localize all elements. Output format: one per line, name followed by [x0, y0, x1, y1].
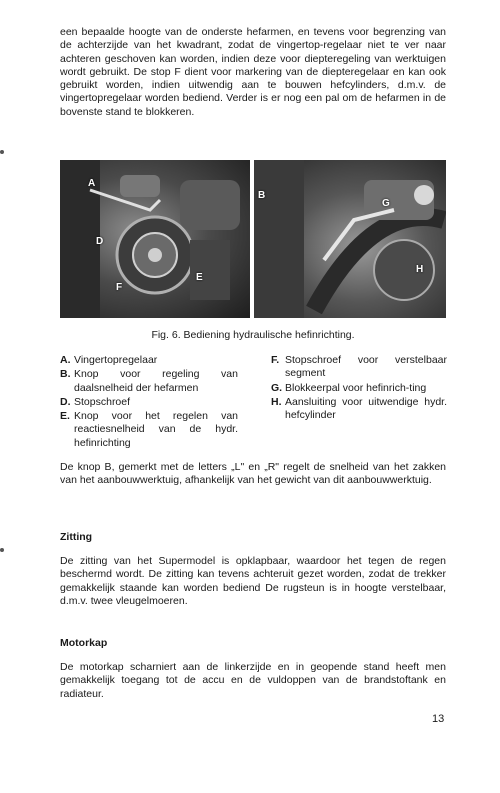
legend-key: H.	[271, 395, 282, 408]
legend-key: B.	[60, 368, 71, 381]
photo-right	[254, 160, 446, 318]
scan-speck	[0, 150, 4, 154]
photo-label-h: H	[416, 264, 424, 275]
legend-text: Aansluiting voor uitwendige hydr. hefcylinder	[285, 395, 447, 422]
section-heading-motorkap: Motorkap	[60, 637, 108, 649]
photo-left	[60, 160, 250, 318]
legend-item	[60, 354, 238, 367]
page-number: 13	[432, 713, 445, 725]
photo-label-b: B	[258, 190, 266, 201]
intro-paragraph: een bepaalde hoogte van de onderste hefarmen, en tevens voor begrenzing van de achterzijde van het kwadrant, zodat de vingertop-regelaar niet te ver naar achteren geschoven kan worden, indien deze voor diepteregeling van werktuigen wordt gebruikt. De stop F dient voor markering van de diepteregelaar en kan ook gebruikt worden, indien uitwendig aan te bouwen hefcylinders, d.m.v. de vingertopregelaar worden bediend. Verder is er nog een pal om de hefarmen in de bovenste stand te blokkeren.	[60, 26, 446, 118]
legend-text: Stopschroef voor verstelbaar segment	[285, 354, 447, 380]
legend-key: E.	[60, 410, 70, 423]
legend-key: F.	[271, 354, 280, 366]
legend-text: Knop voor regeling van daalsnelheid der hefarmen	[74, 368, 238, 394]
legend-right	[271, 354, 447, 423]
figure-photos	[60, 160, 446, 318]
legend-key: A.	[60, 354, 71, 366]
photo-label-d: D	[96, 236, 104, 247]
legend-text: Vingertopregelaar	[74, 354, 158, 366]
motorkap-paragraph: De motorkap scharniert aan de linkerzijde en in geopende stand heeft men gemakkelijk toegang tot de accu en de vuldoppen van de brandstoftank en radiateur.	[60, 661, 446, 700]
figure-caption: Fig. 6. Bediening hydraulische hefinrichting.	[151, 329, 355, 341]
legend-key: G.	[271, 381, 283, 394]
photo-label-a: A	[88, 178, 96, 189]
legend-left	[60, 354, 238, 451]
legend-item	[60, 368, 238, 395]
legend-text: Blokkeerpal voor hefinrich-ting	[285, 381, 427, 394]
photo-label-f: F	[116, 282, 123, 293]
scan-speck	[0, 548, 4, 552]
photo-right-illustration	[254, 160, 446, 318]
legend-text: Knop voor het regelen van reactiesnelheid van de hydr. hefinrichting	[74, 410, 238, 449]
photo-label-g: G	[382, 198, 390, 209]
legend-item	[271, 354, 447, 381]
legend-key: D.	[60, 395, 71, 408]
zitting-paragraph: De zitting van het Supermodel is opklapbaar, waardoor het tegen de regen beschermd wordt. De zitting kan tevens achteruit gezet worden, zodat de trekker gemakkelijk staande kan worden bediend De rugsteun is in hoogte verstelbaar, d.m.v. twee vleugelmoeren.	[60, 555, 446, 607]
photo-label-e: E	[196, 272, 203, 283]
legend-item	[271, 396, 447, 423]
legend-item	[271, 382, 447, 395]
knop-paragraph: De knop B, gemerkt met de letters „L" en „R" regelt de snelheid van het zakken van het aanbouwwerktuig, afhankelijk van het gewicht van dit aanbouwwerktuig.	[60, 461, 446, 487]
legend-item	[60, 410, 238, 450]
section-heading-zitting: Zitting	[60, 531, 93, 543]
legend-item	[60, 396, 238, 409]
legend-text: Stopschroef	[74, 395, 131, 408]
